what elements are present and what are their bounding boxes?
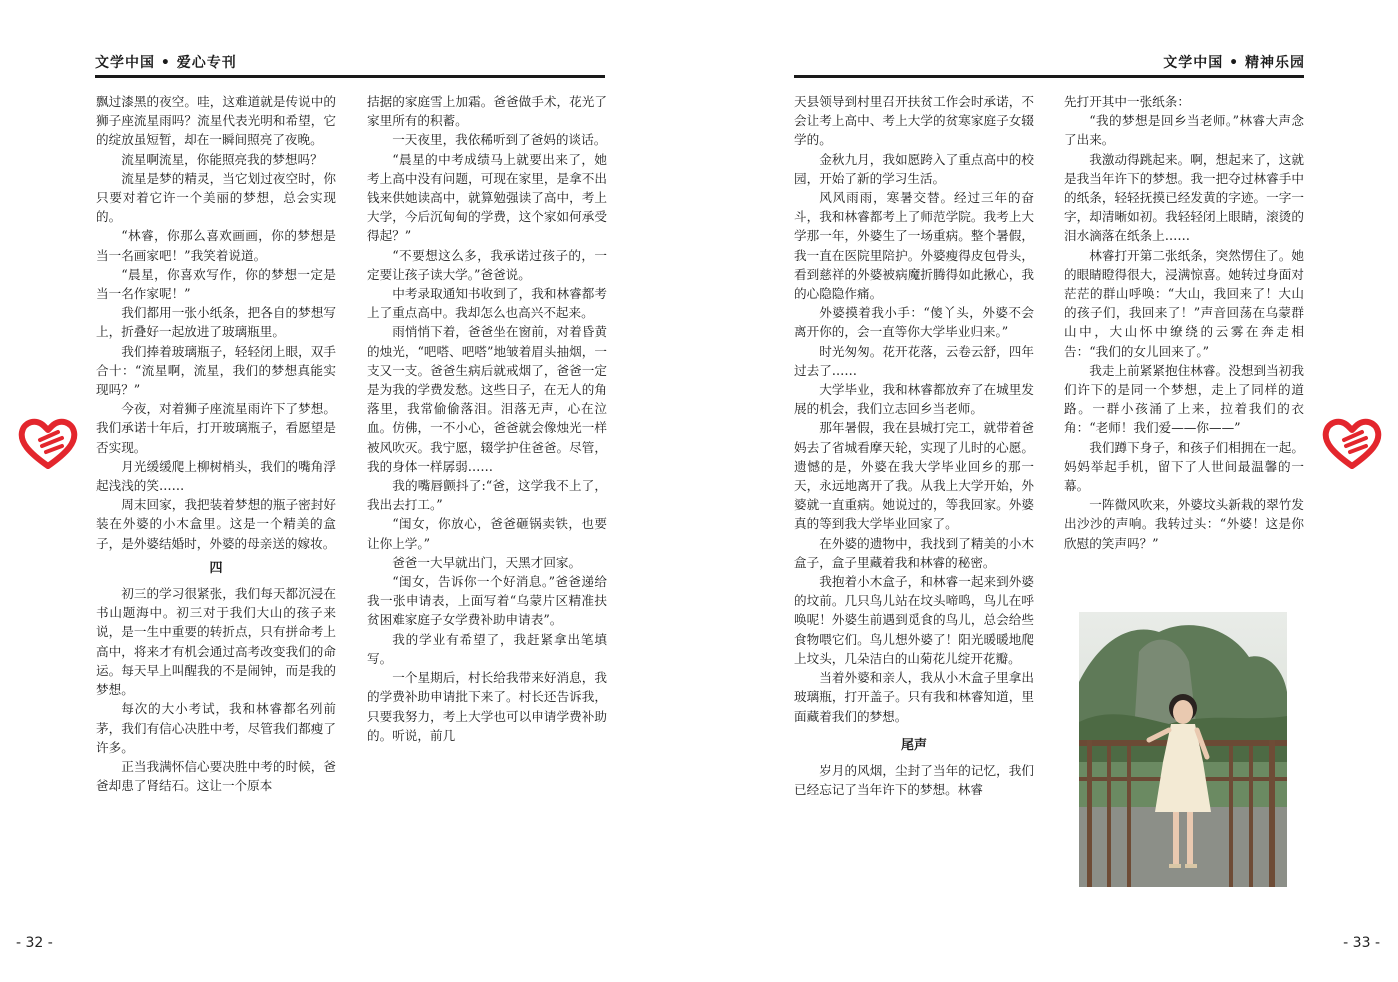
paragraph: 一天夜里，我依稀听到了爸妈的谈话。 [392,132,607,148]
paragraph: 我走上前紧紧抱住林睿。没想到当初我们许下的是同一个梦想，走上了同样的道路。一群小孩涌了上来，拉着我们的衣角：“老师！我们爱——你——” [1064,362,1304,436]
paragraph: 一阵微风吹来，外婆坟头新栽的翠竹发出沙沙的声响。我转过头：“外婆！这是你欣慰的笑声吗？” [1064,497,1304,551]
paragraph: 我们都用一张小纸条，把各自的梦想写上，折叠好一起放进了玻璃瓶里。 [96,305,336,340]
paragraph: “林睿，你那么喜欢画画，你的梦想是当一名画家吧！”我笑着说道。 [96,228,336,263]
left-col2-paragraphs [367,92,607,745]
paragraph: 我激动得跳起来。啊，想起来了，这就是我当年许下的梦想。我一把夺过林睿手中的纸条，轻轻抚摸已经发黄的字迹。一字一字，却清晰如初。我轻轻闭上眼睛，滚烫的泪水滴落在纸条上…… [1064,151,1304,244]
right-col1-paragraphs [794,92,1034,726]
left-col1-paragraphs [96,92,336,553]
paragraph: 时光匆匆。花开花落，云卷云舒，四年过去了…… [794,343,1034,378]
paragraph: 一个星期后，村长给我带来好消息，我的学费补助申请批下来了。村长还告诉我，只要我努力，考上大学也可以申请学费补助的。听说，前几 [367,670,607,743]
paragraph: 在外婆的遗物中，我找到了精美的小木盒子，盒子里藏着我和林睿的秘密。 [794,535,1034,570]
left-page-number: - 32 - [16,935,53,951]
paragraph: 我们蹲下身子，和孩子们相拥在一起。妈妈举起手机，留下了人世间最温馨的一幕。 [1064,439,1304,494]
paragraph: “晨星，你喜欢写作，你的梦想一定是当一名作家呢！” [96,266,336,302]
paragraph: 正当我满怀信心要决胜中考的时候，爸爸却患了肾结石。这让一个原本 [96,758,336,794]
right-page [699,0,1398,982]
paragraph: 我的学业有希望了，我赶紧拿出笔填写。 [367,631,607,666]
paragraph: 外婆摸着我小手：“傻丫头，外婆不会离开你的，会一直等你大学毕业归来。” [794,305,1034,340]
paragraph: “闺女，你放心，爸爸砸锅卖铁，也要让你上学。” [367,516,607,551]
paragraph: 那年暑假，我在县城打完工，就带着爸妈去了省城看摩天轮，实现了儿时的心愿。遗憾的是，外婆在我大学毕业回乡的那一天，永远地离开了我。从我上大学开始，外婆就一直重病。她说过的，等我回家。外婆真的等到我大学毕业回家了。 [794,420,1034,532]
paragraph: 月光缓缓爬上柳树梢头，我们的嘴角浮起浅浅的笑…… [96,458,336,494]
right-page-header: 文学中国 • 精神乐园 [1163,55,1305,71]
left-column-2 [367,92,607,745]
right-column-1 [794,92,1034,799]
paragraph: 天县领导到村里召开扶贫工作会时承诺，不会让考上高中、考上大学的贫寒家庭子女辍学的。 [794,94,1034,148]
paragraph: 我们捧着玻璃瓶子，轻轻闭上眼，双手合十：“流星啊，流星，我们的梦想真能实现吗？” [96,343,336,398]
paragraph: 初三的学习很紧张，我们每天都沉浸在书山题海中。初三对于我们大山的孩子来说，是一生中重要的转折点，只有拼命考上高中，将来才有机会通过高考改变我们的命运。每天早上叫醒我的不是闹钟，而是我的梦想。 [96,586,336,698]
paragraph: “不要想这么多，我承诺过孩子的，一定要让孩子读大学。”爸爸说。 [367,247,607,282]
paragraph: “闺女，告诉你一个好消息。”爸爸递给我一张申请表，上面写着“乌蒙片区精准扶贫困难家庭子女学费补助申请表”。 [367,574,607,628]
author-photo [1079,612,1287,887]
heart-hand-icon [1322,418,1382,470]
paragraph: 流星是梦的精灵，当它划过夜空时，你只要对着它许一个美丽的梦想，总会实现的。 [96,170,336,225]
paragraph: 爸爸一大早就出门，天黑才回家。 [392,554,582,570]
left-header-rule [95,75,605,78]
paragraph: 我的嘴唇颤抖了:“爸，这学我不上了，我出去打工。” [367,478,607,513]
left-column-1 [96,92,336,795]
right-col2-paragraphs [1064,92,1304,553]
paragraph: 岁月的风烟，尘封了当年的记忆，我们已经忘记了当年许下的梦想。林睿 [794,762,1034,798]
paragraph: 林睿打开第二张纸条，突然愣住了。她的眼睛瞪得很大，浸满惊喜。她转过身面对茫茫的群山呼唤：“大山，我回来了！大山的孩子们，我回来了！”声音回荡在乌蒙群山中，大山怀中缭绕的云雾在奔走相告：“我们的女儿回来了。” [1064,247,1304,359]
left-col1-after-paragraphs [96,584,336,795]
paragraph: 先打开其中一张纸条： [1064,94,1190,109]
paragraph: 中考录取通知书收到了，我和林睿都考上了重点高中。我却怎么也高兴不起来。 [367,286,607,321]
paragraph: 风风雨雨，寒暑交替。经过三年的奋斗，我和林睿都考上了师范学院。我考上大学那一年，外婆生了一场重病。整个暑假，我一直在医院里陪护。外婆瘦得皮包骨头，看到慈祥的外婆被病魔折腾得如此揪心，我的心隐隐作痛。 [794,190,1034,302]
paragraph: 流星啊流星，你能照亮我的梦想吗？ [121,151,323,167]
paragraph: 周末回家，我把装着梦想的瓶子密封好装在外婆的小木盒里。这是一个精美的盒子，是外婆结婚时，外婆的母亲送的嫁妆。 [96,497,336,551]
section-heading-epilogue: 尾声 [900,737,927,753]
right-header-rule [794,75,1304,78]
right-page-number: - 33 - [1343,935,1380,951]
heart-hand-icon [18,418,78,470]
paragraph: 今夜，对着狮子座流星雨许下了梦想。我们承诺十年后，打开玻璃瓶子，看愿望是否实现。 [96,401,336,455]
paragraph: 当着外婆和亲人，我从小木盒子里拿出玻璃瓶，打开盖子。只有我和林睿知道，里面藏着我们的梦想。 [794,670,1034,724]
paragraph: 每次的大小考试，我和林睿都名列前茅，我们有信心决胜中考，尽管我们都瘦了许多。 [96,701,336,755]
paragraph: 飘过漆黑的夜空。哇，这难道就是传说中的狮子座流星雨吗？流星代表光明和希望，它的绽放虽短暂，却在一瞬间照亮了夜晚。 [96,94,336,148]
right-col1-after-paragraphs [794,761,1034,799]
paragraph: 我抱着小木盒子，和林睿一起来到外婆的坟前。几只鸟儿站在坟头啼鸣，鸟儿在呼唤呢！外婆生前遇到觅食的鸟儿，总会给些食物喂它们。鸟儿想外婆了！阳光暖暖地爬上坟头，几朵洁白的山菊花儿绽开花瓣。 [794,574,1034,666]
paragraph: “我的梦想是回乡当老师。”林睿大声念了出来。 [1064,113,1304,148]
paragraph: 拮据的家庭雪上加霜。爸爸做手术，花光了家里所有的积蓄。 [367,94,607,129]
paragraph: 金秋九月，我如愿跨入了重点高中的校园，开始了新的学习生活。 [794,151,1034,186]
section-heading-four: 四 [209,560,223,576]
paragraph: 雨悄悄下着，爸爸坐在窗前，对着昏黄的烛光，“吧嗒、吧嗒”地皱着眉头抽烟，一支又一支。爸爸生病后就戒烟了，爸爸一定是为我的学费发愁。这些日子，在无人的角落里，我常偷偷落泪。泪落无声，心在泣血。仿佛，一不小心，爸爸就会像烛光一样被风吹灭。我宁愿，辍学护住爸爸。尽管，我的身体一样孱弱…… [367,324,607,474]
right-column-2 [1064,92,1304,553]
left-page-header: 文学中国 • 爱心专刊 [95,55,237,71]
paragraph: “晨星的中考成绩马上就要出来了，她考上高中没有问题，可现在家里，是拿不出钱来供她读高中，就算勉强读了高中，考上大学，今后沉甸甸的学费，这个家如何承受得起？” [367,151,607,244]
paragraph: 大学毕业，我和林睿都放弃了在城里发展的机会，我们立志回乡当老师。 [794,382,1034,417]
